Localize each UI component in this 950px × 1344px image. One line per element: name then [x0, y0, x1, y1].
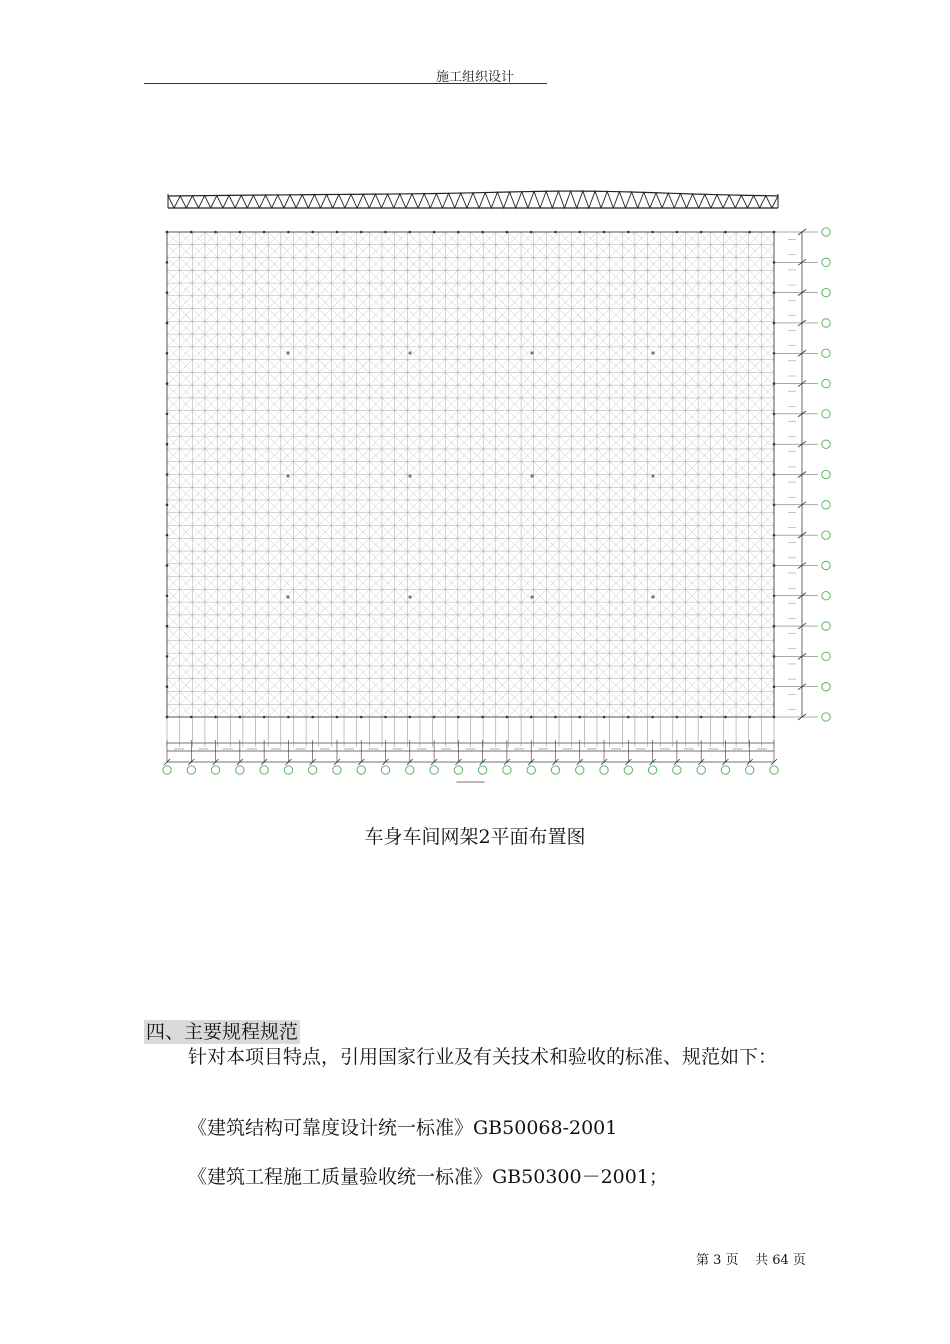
standard-item-1: 《建筑结构可靠度设计统一标准》GB50068-2001: [188, 1117, 618, 1139]
space-frame-plan-grid: [166, 231, 776, 719]
figure-caption: 车身车间网架2平面布置图: [364, 826, 586, 848]
header-rule: [144, 83, 547, 84]
page-header-title: 施工组织设计: [435, 70, 514, 85]
section-intro-paragraph: 针对本项目特点，引用国家行业及有关技术和验收的标准、规范如下：: [188, 1046, 778, 1068]
section-heading: 四、主要规程规范: [146, 1021, 299, 1043]
standard-item-2: 《建筑工程施工质量验收统一标准》GB50300－2001；: [188, 1166, 668, 1188]
truss-elevation: [168, 191, 778, 208]
space-frame-plan-drawing: [150, 180, 850, 800]
page-footer-numbering: 第 3 页 共 64 页: [696, 1253, 806, 1268]
